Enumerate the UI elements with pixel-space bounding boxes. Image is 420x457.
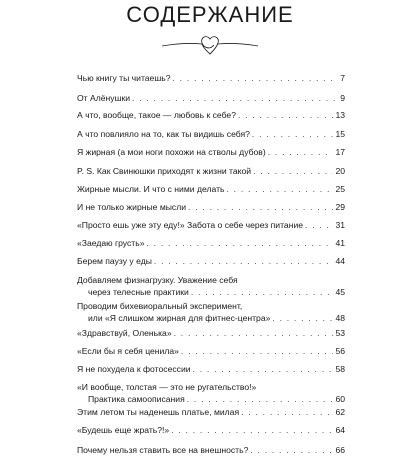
toc-entry-line-last: [77, 287, 345, 299]
toc-page-number: 44: [335, 256, 345, 266]
toc-entry-title: Я жирная (а мои ноги похожи на стволы дубов): [77, 147, 266, 157]
toc-page-number: 7: [340, 73, 345, 83]
toc-entry-title: Берем паузу у еды: [77, 256, 152, 266]
toc-leader-dots: [174, 328, 334, 340]
toc-entry-line-last: [77, 147, 345, 159]
toc-entry-title: А что, вообще, такое — любовь к себе?: [77, 110, 236, 120]
toc-entry-line-last: [77, 202, 345, 214]
toc-entry-title: «И вообще, толстая — это не ругательство!»: [77, 382, 257, 392]
toc-entry-title: «Здравствуй, Оленька»: [77, 328, 172, 338]
toc-entry: [77, 346, 345, 358]
toc-entry: [77, 184, 345, 196]
toc-leader-dots: [146, 238, 333, 250]
toc-entry-line: [77, 301, 345, 313]
toc-entry-line-last: [77, 73, 345, 85]
toc-leader-dots: [241, 407, 333, 419]
toc-entry: [77, 445, 345, 457]
toc-entry-title: Этим летом ты наденешь платье, милая: [77, 407, 240, 417]
toc-page-number: 31: [335, 220, 345, 230]
toc-entry: [77, 382, 345, 405]
toc-leader-dots: [238, 110, 333, 122]
toc-entry: [77, 328, 345, 340]
toc-entry: [77, 147, 345, 159]
toc-entry-title: Жирные мысли. И что с ними делать: [77, 184, 225, 194]
toc-entry: [77, 425, 345, 437]
toc-page-number: 53: [335, 328, 345, 338]
toc-page-number: 29: [335, 202, 345, 212]
toc-entry-line-last: [77, 425, 345, 437]
toc-leader-dots: [173, 73, 339, 85]
toc-leader-dots: [272, 313, 333, 325]
toc-entry-title: «Просто ешь уже эту еду!» Забота о себе через питание: [77, 220, 304, 230]
page-title: СОДЕРЖАНИЕ: [126, 2, 294, 27]
toc-entry-line-last: [77, 220, 345, 232]
toc-page-number: 9: [340, 93, 345, 103]
toc-leader-dots: [188, 202, 333, 214]
toc-leader-dots: [226, 184, 333, 196]
toc-entry-line-last: [77, 256, 345, 268]
toc-entry: [77, 238, 345, 250]
toc-leader-dots: [252, 129, 334, 141]
toc-page-number: 17: [335, 147, 345, 157]
toc-entry-line-last: [77, 238, 345, 250]
toc-page-number: 62: [335, 407, 345, 417]
toc-entry: [77, 256, 345, 268]
toc-entry-title: «Если бы я себя ценила»: [77, 346, 179, 356]
toc-entry: [77, 364, 345, 376]
toc-entry-title: Почему нельзя ставить все на внешность?: [77, 445, 249, 455]
toc-page-number: 58: [335, 364, 345, 374]
toc-page-number: 13: [335, 110, 345, 120]
toc-entry-line-last: [77, 445, 345, 457]
toc-entry-title: через телесные практики: [88, 286, 189, 297]
toc-leader-dots: [268, 147, 334, 159]
toc-entry: [77, 73, 345, 85]
toc-leader-dots: [132, 93, 338, 105]
toc-entry-title: Проводим бихевиоральный эксперимент,: [77, 301, 243, 311]
toc-entry: [77, 407, 345, 419]
toc-entry: [77, 166, 345, 178]
toc-leader-dots: [250, 445, 333, 457]
toc-page-number: 64: [335, 425, 345, 435]
toc-entry-line-last: [77, 166, 345, 178]
toc-leader-dots: [193, 364, 334, 376]
toc-entry-line-last: [77, 93, 345, 105]
toc-entry-line-last: [77, 110, 345, 122]
toc-entry-line-last: [77, 313, 345, 325]
toc-entry-title: И не только жирные мысли: [77, 202, 187, 212]
toc-entry-line: [77, 275, 345, 287]
toc-leader-dots: [191, 287, 334, 299]
toc-page-number: 48: [335, 312, 345, 323]
toc-leader-dots: [305, 220, 333, 232]
toc-entry: [77, 202, 345, 214]
toc-entry: [77, 301, 345, 324]
toc-entry-line-last: [77, 129, 345, 141]
toc-entry-line-last: [77, 364, 345, 376]
toc-leader-dots: [171, 425, 333, 437]
toc-entry-title: «Будешь еще жрать?!»: [77, 425, 170, 435]
toc-entry-title: А что повлияло на то, как ты видишь себя?: [77, 129, 250, 139]
toc-entry: [77, 129, 345, 141]
toc-entry: [77, 275, 345, 298]
toc-entry-title: Добавляем физнагрузку. Уважение себя: [77, 275, 238, 285]
toc-entry-title: P. S. Как Свинюшки приходят к жизни такой: [77, 166, 252, 176]
toc-entry-title: «Заедаю грусть»: [77, 238, 145, 248]
toc-entry-title: Я не похудела к фотосессии: [77, 364, 191, 374]
toc-entry-line: [77, 382, 345, 394]
heart-ribbon-icon: [160, 30, 260, 56]
toc-entry-title: Практика самоописания: [88, 393, 185, 404]
toc-leader-dots: [181, 346, 334, 358]
toc-entry-line-last: [77, 346, 345, 358]
toc-page-number: 60: [335, 393, 345, 404]
toc-entry-line-last: [77, 394, 345, 406]
toc-entry: [77, 220, 345, 232]
toc-entry-title: От Алёнушки: [77, 93, 131, 103]
toc-entry-title: Чью книгу ты читаешь?: [77, 73, 171, 83]
toc-page-number: 41: [335, 238, 345, 248]
toc-leader-dots: [187, 394, 334, 406]
toc-entry-line-last: [77, 184, 345, 196]
toc-page-number: 56: [335, 346, 345, 356]
toc-page-number: 15: [335, 129, 345, 139]
toc-entry: [77, 110, 345, 122]
toc-leader-dots: [253, 166, 333, 178]
toc-page-number: 45: [335, 286, 345, 297]
toc-leader-dots: [154, 256, 334, 268]
toc-entry-title: или «Я слишком жирная для фитнес-центра»: [88, 312, 271, 323]
toc-page-number: 20: [335, 166, 345, 176]
toc-entry-line-last: [77, 407, 345, 419]
toc-entry: [77, 93, 345, 105]
toc-page-number: 25: [335, 184, 345, 194]
toc-entry-line-last: [77, 328, 345, 340]
toc-page-number: 66: [335, 445, 345, 455]
